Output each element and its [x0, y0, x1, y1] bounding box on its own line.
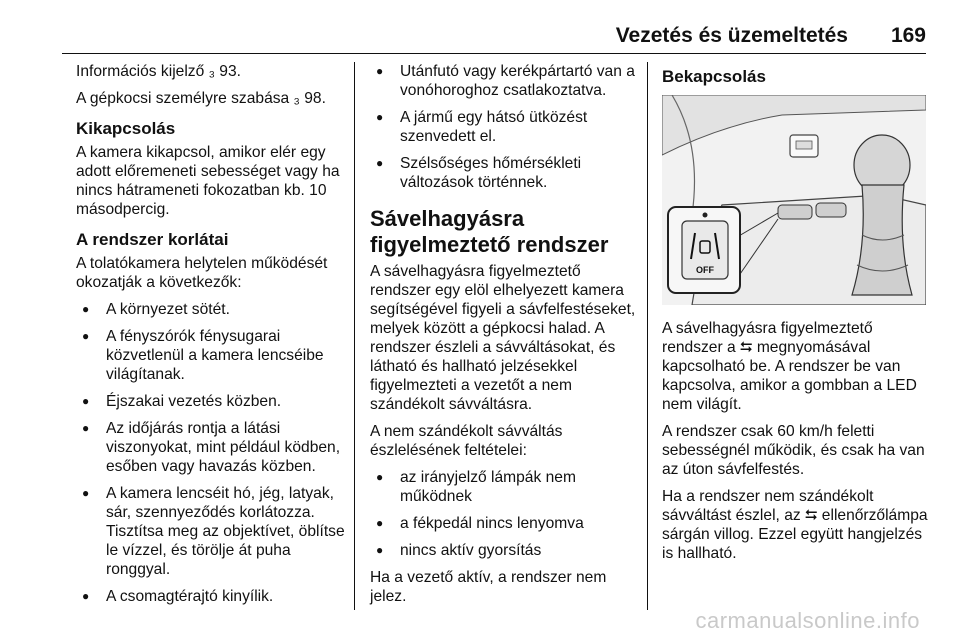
- para-activation: A sávelhagyásra figyelmeztető rendszer a ⮀ megnyomásával kapcsolható be. A rendszer be van kapcsolva, amikor a gombban a LED nem világít.: [662, 320, 917, 413]
- list-item: ● Szélsőséges hőmérsékleti változások történnek.: [370, 154, 640, 192]
- off-label: OFF: [696, 265, 714, 275]
- list-item: ● a fékpedál nincs lenyomva: [370, 514, 640, 533]
- para-warning: Ha a rendszer nem szándékolt sávváltást észlel, az ⮀ ellenőrzőlámpa sárgán villog. Ezzel együtt hangjelzés is hallható.: [662, 488, 928, 562]
- para-speed-condition: A rendszer csak 60 km/h feletti sebességnél működik, és csak ha van az úton sávfelfestés.: [662, 423, 925, 478]
- watermark: carmanualsonline.info: [695, 608, 920, 633]
- para-driver-active: Ha a vezető aktív, a rendszer nem jelez.: [370, 569, 607, 605]
- column-2: [370, 62, 640, 614]
- page-header: [62, 20, 926, 50]
- limitations-list: [76, 300, 346, 606]
- section-title: Vezetés és üzemeltetés: [615, 24, 848, 47]
- para-kikapcsolas: A kamera kikapcsol, amikor elér egy adott előremeneti sebességet vagy ha nincs hátrameneti fokozatban kb. 10 másodpercig.: [76, 144, 340, 218]
- ref-personalization: A gépkocsi személyre szabása ₃ 98.: [76, 90, 326, 107]
- list-item: ● A kamera lencséit hó, jég, latyak, sár, szennyeződés korlátozza. Tisztítsa meg az objektívet, öblítse le vízzel, és törölje át puha ronggyal.: [76, 484, 346, 579]
- column-divider: [354, 62, 355, 610]
- list-item: ● A fényszórók fénysugarai közvetlenül a kamera lencséibe világítanak.: [76, 327, 346, 384]
- list-item: ● A jármű egy hátsó ütközést szenvedett el.: [370, 108, 640, 146]
- lane-assist-button-illustration: [662, 95, 926, 305]
- column-3: [662, 62, 930, 571]
- header-rule: [62, 53, 926, 54]
- list-item: ● A környezet sötét.: [76, 300, 346, 319]
- heading-korlatai: A rendszer korlátai: [76, 230, 229, 249]
- list-item: ● az irányjelző lámpák nem működnek: [370, 468, 640, 506]
- list-item: ● nincs aktív gyorsítás: [370, 541, 640, 560]
- console-drawing: [662, 95, 926, 305]
- heading-bekapcsolas: Bekapcsolás: [662, 67, 766, 86]
- list-item: ● Utánfutó vagy kerékpártartó van a vonóhoroghoz csatlakoztatva.: [370, 62, 640, 100]
- list-item: ● Éjszakai vezetés közben.: [76, 392, 346, 411]
- para-conditions: A nem szándékolt sávváltás észlelésének feltételei:: [370, 423, 563, 459]
- heading-kikapcsolas: Kikapcsolás: [76, 119, 176, 138]
- ref-info-display: Információs kijelző ₃ 93.: [76, 63, 241, 80]
- heading-lane-departure: Sávelhagyásra figyelmeztető rendszer: [370, 206, 609, 257]
- para-lane-intro: A sávelhagyásra figyelmeztető rendszer egy elöl elhelyezett kamera segítségével figyeli a sávfelfestéseket, melyek között a gépkocsi halad. A rendszer észleli a sávváltásokat, és látható és hallható jelzésekkel figyelmezteti a vezetőt a nem szándékolt sávváltásra.: [370, 263, 636, 413]
- column-1: [76, 62, 346, 614]
- limitations-list-continued: [370, 62, 640, 192]
- list-item: ● Az időjárás rontja a látási viszonyokat, mint például ködben, esőben vagy havazás közben.: [76, 419, 346, 476]
- conditions-list: [370, 468, 640, 560]
- list-item: ● A csomagtérajtó kinyílik.: [76, 587, 346, 606]
- page-number: 169: [890, 24, 926, 47]
- column-divider: [647, 62, 648, 610]
- para-korlatai: A tolatókamera helytelen működését okozatják a következők:: [76, 255, 328, 291]
